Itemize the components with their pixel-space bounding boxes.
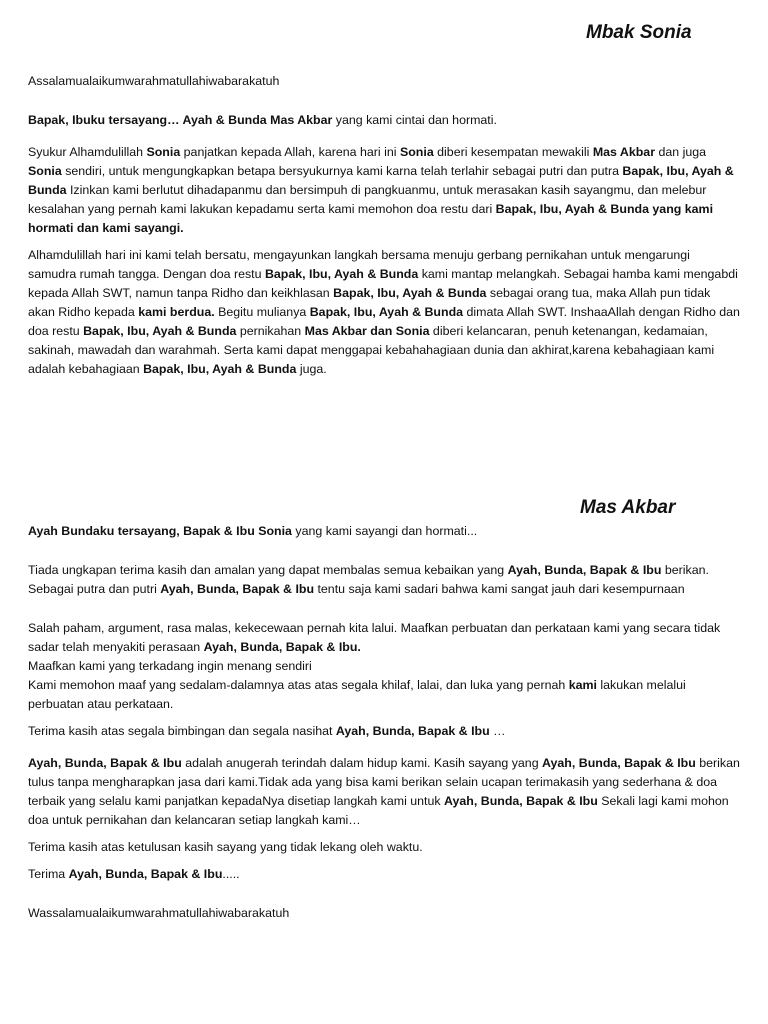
address-line — [28, 111, 740, 130]
closing: Wassalamualaikumwarahmatullahiwabarakatuh — [28, 906, 290, 920]
text-run: Tiada ungkapan terima kasih dan amalan yang dapat membalas semua kebaikan yang — [28, 563, 508, 577]
text-run: panjatkan kepada Allah, karena hari ini — [180, 145, 400, 159]
paragraph — [28, 838, 740, 857]
paragraph — [28, 619, 740, 657]
bold-text-run: Bapak, Ibu, Ayah & Bunda yang kami hormati dan kami sayangi. — [28, 202, 714, 235]
text-run: Syukur Alhamdulillah — [28, 145, 147, 159]
bold-text-run: Bapak, Ibu, Ayah & Bunda — [143, 362, 297, 376]
bold-text-run: Ayah, Bunda, Bapak & Ibu — [28, 756, 182, 770]
bold-text-run: Bapak, Ibu, Ayah & Bunda — [28, 164, 734, 197]
text-run: adalah anugerah terindah dalam hidup kami. Kasih sayang yang — [181, 756, 543, 770]
text-run: dimata Allah SWT. InshaaAllah dengan Ridho dan doa restu — [28, 305, 740, 338]
letter-part-akbar — [28, 522, 740, 931]
bold-text-run: Ayah, Bunda, Bapak & Ibu — [160, 582, 315, 596]
bold-text-run: Ayah, Bunda, Bapak & Ibu. — [203, 640, 361, 654]
text-run: Terima — [28, 867, 69, 881]
bold-text-run: Ayah Bundaku tersayang, Bapak & Ibu Sonia — [28, 524, 292, 538]
paragraph — [28, 657, 740, 676]
bold-text-run: Bapak, Ibu, Ayah & Bunda — [83, 324, 237, 338]
text-run: Terima kasih atas ketulusan kasih sayang yang tidak lekang oleh waktu. — [28, 840, 423, 854]
letter-part-sonia — [28, 72, 740, 387]
text-run: Kami memohon maaf yang sedalam-dalamnya atas atas segala khilaf, lalai, dan luka yang pernah — [28, 678, 569, 692]
text-run: Salah paham, argument, rasa malas, kekecewaan pernah kita lalui. Maafkan perbuatan dan perkataan kami yang secara tidak sadar telah menyakiti perasaan — [28, 621, 721, 654]
paragraph — [28, 246, 740, 379]
bold-text-run: Ayah, Bunda, Bapak & Ibu — [542, 756, 696, 770]
paragraph — [28, 676, 740, 714]
bold-text-run: Sonia — [28, 164, 62, 178]
bold-text-run: kami berdua. — [138, 305, 215, 319]
bold-text-run: Bapak, Ibu, Ayah & Bunda — [333, 286, 487, 300]
text-run: dan juga — [655, 145, 707, 159]
text-run: Alhamdulillah hari ini kami telah bersatu, mengayunkan langkah bersama menuju gerbang pernikahan untuk mengarungi samudra rumah tangga. Dengan doa restu — [28, 248, 690, 281]
text-run: ..... — [222, 867, 240, 881]
text-run: yang kami cintai dan hormati. — [332, 113, 497, 127]
text-run: sebagai orang tua, maka Allah pun tidak akan Ridho kepada — [28, 286, 711, 319]
bold-text-run: Bapak, Ibu, Ayah & Bunda — [264, 267, 419, 281]
text-run: berikan. Sebagai putra dan putri — [28, 563, 709, 596]
text-run: tentu saja kami sadari bahwa kami sangat jauh dari kesempurnaan — [314, 582, 685, 596]
bold-text-run: Sonia — [399, 145, 434, 159]
bold-text-run: Bapak, Ibu, Ayah & Bunda — [309, 305, 464, 319]
text-run: Maafkan kami yang terkadang ingin menang sendiri — [28, 659, 312, 673]
bold-text-run: kami — [568, 678, 597, 692]
paragraph — [28, 722, 740, 741]
signature-heading-akbar: Mas Akbar — [580, 497, 676, 518]
bold-text-run: Sonia — [146, 145, 181, 159]
text-run: berikan tulus tanpa mengharapkan jasa dari kami.Tidak ada yang bisa kami berikan selain ucapan terimakasih yang sederhana & doa terbaik yang selalu kami panjatkan kepadaNya disetiap langkah kami untuk — [28, 756, 740, 808]
paragraph — [28, 865, 740, 884]
text-run: yang kami sayangi dan hormati... — [291, 524, 478, 538]
bold-text-run: Ayah, Bunda, Bapak & Ibu — [335, 724, 490, 738]
bold-text-run: Ayah, Bunda, Bapak & Ibu — [444, 794, 598, 808]
address-line — [28, 522, 740, 541]
greeting: Assalamualaikumwarahmatullahiwabarakatuh — [28, 74, 280, 88]
text-run: diberi kesempatan mewakili — [433, 145, 593, 159]
text-run: Izinkan kami berlutut dihadapanmu dan bersimpuh di pangkuanmu, untuk merasakan kasih sayangmu, dan melebur kesalahan yang pernah kami lakukan kepadamu serta kami memohon doa restu dari — [28, 183, 707, 216]
bold-text-run: Ayah, Bunda, Bapak & Ibu — [68, 867, 223, 881]
bold-text-run: Mas Akbar — [592, 145, 656, 159]
text-run: … — [489, 724, 506, 738]
text-run: Sekali lagi kami mohon doa untuk pernikahan dan kelancaran setiap langkah kami… — [28, 794, 729, 827]
text-run: sendiri, untuk mengungkapkan betapa bersyukurnya kami karna telah terlahir sebagai putri dan putra — [61, 164, 623, 178]
paragraph — [28, 754, 740, 830]
text-run: Terima kasih atas segala bimbingan dan segala nasihat — [28, 724, 336, 738]
text-run: kami mantap melangkah. Sebagai hamba kami mengabdi kepada Allah SWT, namun tanpa Ridho dan keikhlasan — [28, 267, 738, 300]
text-run: pernikahan — [236, 324, 305, 338]
paragraph — [28, 561, 740, 599]
bold-text-run: Ayah, Bunda, Bapak & Ibu — [507, 563, 662, 577]
text-run: diberi kelancaran, penuh ketenangan, kedamaian, sakinah, mawadah dan warahmah. Serta kami dapat menggapai kebahahagiaan dunia dan akhirat,karena kebahagiaan kami adalah kebahagiaan — [28, 324, 715, 376]
bold-text-run: Bapak, Ibuku tersayang… Ayah & Bunda Mas Akbar — [28, 113, 333, 127]
text-run: juga. — [296, 362, 327, 376]
text-run: Begitu mulianya — [214, 305, 310, 319]
paragraph — [28, 143, 740, 238]
text-run: lakukan melalui perbuatan atau perkataan. — [28, 678, 686, 711]
bold-text-run: Mas Akbar dan Sonia — [304, 324, 430, 338]
signature-heading-sonia: Mbak Sonia — [586, 22, 692, 43]
